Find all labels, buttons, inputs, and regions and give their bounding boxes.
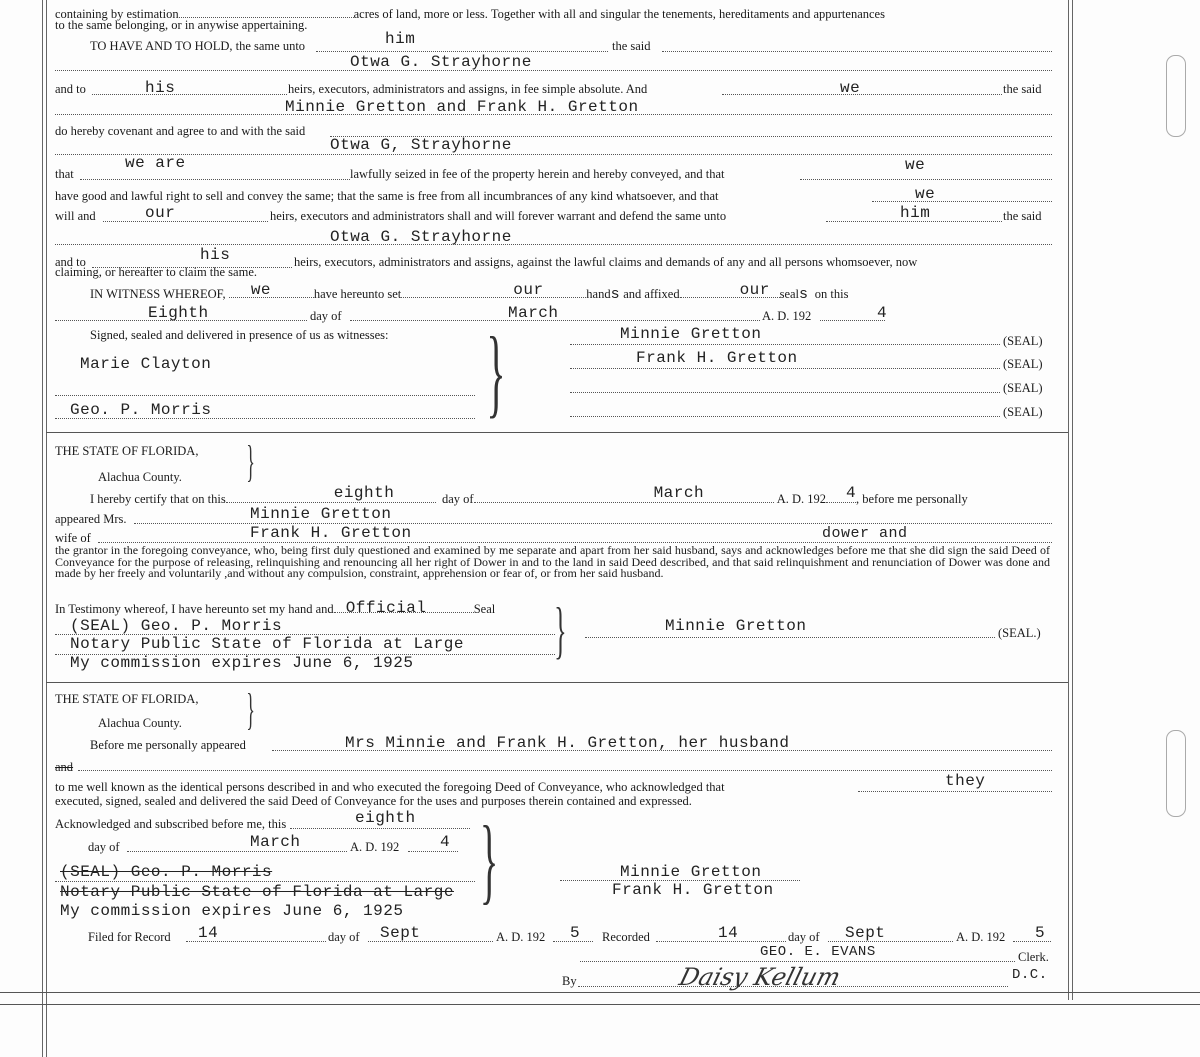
grantor-names: Minnie Gretton and Frank H. Gretton <box>285 98 639 116</box>
binding-hole-top <box>1166 55 1186 137</box>
signed-sealed: Signed, sealed and delivered in presence of us as witnesses: <box>90 328 389 342</box>
filed-month: Sept <box>380 924 421 942</box>
husband-name: Frank H. Gretton <box>250 524 412 542</box>
filed-for-record: Filed for Record <box>88 930 171 944</box>
we-2: we <box>905 156 926 174</box>
blank <box>55 70 1052 71</box>
blank <box>872 201 1052 202</box>
cert2-signer-1: Minnie Gretton <box>620 863 762 881</box>
blank <box>570 344 1000 345</box>
blank <box>820 320 885 321</box>
day-of: day of <box>310 309 342 323</box>
clerk-label: Clerk. <box>1018 950 1049 964</box>
good-right: have good and lawful right to sell and convey the same; that the same is free from all incumbrances of any kind whatsoever, and that <box>55 189 719 203</box>
brace: } <box>554 594 567 665</box>
notary-title-2: Notary Public State of Florida at Large <box>60 883 454 901</box>
filed-day: 14 <box>198 924 219 942</box>
brace: } <box>486 316 506 427</box>
page-border-left <box>42 0 43 1057</box>
recorded: Recorded <box>602 930 650 944</box>
our-2: our <box>513 281 544 299</box>
warrant: heirs, executors and administrators shall and will forever warrant and defend the same unto <box>270 209 727 223</box>
testimony <box>55 599 496 617</box>
blank <box>55 320 307 321</box>
seal-4: (SEAL) <box>1003 405 1043 419</box>
grantee-name-3: Otwa G. Strayhorne <box>330 228 512 246</box>
bottom-rule-1 <box>0 992 1200 993</box>
page-border-right-inner <box>1072 0 1073 1000</box>
by: By <box>562 974 577 988</box>
rec-day: 14 <box>718 924 739 942</box>
official: Official <box>345 599 427 617</box>
text: acres of land, more or less. Together with all and singular the tenements, hereditaments and appurtenances <box>353 7 885 21</box>
examination-paragraph: the grantor in the foregoing conveyance, who, being first duly questioned and examined by me separate and apart from her said husband, says and acknowledges before me that she did sign the said Deed of Conveyance for the purpose of releasing, relinquishing and renouncing all her right of Dower in and to the land in said Deed described, and that said relinquishment and renunciation of Dower was done and made by her freely and voluntarily ,and without any compulsion, constraint, apprehension or fear of, or from her said husband. <box>55 543 1050 580</box>
ack-year: 4 <box>440 833 451 851</box>
and-to: and to <box>55 82 86 96</box>
we-1: we <box>840 79 861 97</box>
wife-name: Minnie Gretton <box>250 505 392 523</box>
deputy-clerk: D.C. <box>1012 967 1048 983</box>
witness-1: Marie Clayton <box>80 355 212 373</box>
blank <box>662 51 1052 52</box>
state-heading: THE STATE OF FLORIDA, <box>55 692 199 706</box>
his-2: his <box>200 246 231 264</box>
text: and affixed <box>623 287 680 301</box>
wife-of: wife of <box>55 531 91 545</box>
blank <box>80 179 350 180</box>
notary-title: Notary Public State of Florida at Large <box>70 635 464 653</box>
brace: } <box>246 685 255 734</box>
filed-year: 5 <box>570 924 581 942</box>
execution-month: March <box>508 304 559 322</box>
habendum: TO HAVE AND TO HOLD, the same unto <box>90 39 306 53</box>
text: have hereunto set <box>313 287 402 301</box>
heirs-fee: heirs, executors, administrators and assigns, in fee simple absolute. And <box>288 82 648 96</box>
blank <box>103 221 268 222</box>
blank <box>722 94 1002 95</box>
we-are: we are <box>125 154 186 172</box>
s-2: s <box>799 286 809 303</box>
witness-whereof <box>90 281 849 303</box>
state-heading: THE STATE OF FLORIDA, <box>55 444 199 458</box>
brace: } <box>246 437 255 486</box>
day-of: day of <box>88 840 120 854</box>
the-said: the said <box>1003 82 1042 96</box>
his-1: his <box>145 79 176 97</box>
bottom-rule-2 <box>0 1004 1200 1005</box>
claiming: claiming, or hereafter to claim the same. <box>55 265 257 279</box>
text: Seal <box>473 602 496 616</box>
page-border-right <box>1068 0 1069 1000</box>
rec-year: 5 <box>1035 924 1046 942</box>
day-of: day of <box>788 930 820 944</box>
section-divider <box>46 682 1068 683</box>
blank <box>55 154 1052 155</box>
ack-month: March <box>250 833 301 851</box>
text: IN WITNESS WHEREOF, <box>90 287 226 301</box>
blank <box>570 416 1000 417</box>
covenant: do hereby covenant and agree to and with the said <box>55 124 306 138</box>
deed-line-2: to the same belonging, or in anywise appertaining. <box>55 18 308 32</box>
blank <box>408 851 458 852</box>
text: seal <box>779 287 800 301</box>
brace: } <box>479 806 499 913</box>
text: , before me personally <box>856 492 968 506</box>
cert2-signer-2: Frank H. Gretton <box>612 881 774 899</box>
text: on this <box>814 287 849 301</box>
our-3: our <box>739 281 770 299</box>
blank <box>55 244 1052 245</box>
blank <box>316 51 608 52</box>
signer-1: Minnie Gretton <box>620 325 762 343</box>
blank <box>55 881 475 882</box>
notary-signature: (SEAL) Geo. P. Morris <box>70 617 283 635</box>
rec-month: Sept <box>845 924 886 942</box>
seized: lawfully seized in fee of the property herein and hereby conveyed, and that <box>350 167 725 181</box>
executed: executed, signed, sealed and delivered the said Deed of Conveyance for the uses and purposes therein contained and expressed. <box>55 794 692 808</box>
notary-commission-2: My commission expires June 6, 1925 <box>60 902 404 920</box>
that: that <box>55 167 74 181</box>
binding-hole-bottom <box>1166 730 1186 817</box>
overtype-dower: dower and <box>822 525 908 542</box>
notary-signature-2: (SEAL) Geo. P. Morris <box>60 863 273 881</box>
blank <box>858 791 1052 792</box>
cert-month: March <box>653 484 705 502</box>
we-3: we <box>915 185 936 203</box>
against: heirs, executors, administrators and assigns, against the lawful claims and demands of any and all persons whomsoever, now <box>294 255 918 269</box>
appeared: appeared Mrs. <box>55 512 127 526</box>
county: Alachua County. <box>98 716 182 730</box>
grantee-pronoun: him <box>385 30 416 48</box>
the-said: the said <box>612 39 651 53</box>
seal-2: (SEAL) <box>1003 357 1043 371</box>
ad: A. D. 192 <box>350 840 400 854</box>
ad: A. D. 192 <box>496 930 546 944</box>
execution-day: Eighth <box>148 304 209 322</box>
blank <box>1013 941 1051 942</box>
before-appeared: Before me personally appeared <box>90 738 246 752</box>
we-4: we <box>250 281 272 299</box>
certify <box>90 484 968 506</box>
seal-1: (SEAL) <box>1003 334 1043 348</box>
grantee-name-2: Otwa G, Strayhorne <box>330 136 512 154</box>
ad: A. D. 192 <box>762 309 812 323</box>
clerk-name: GEO. E. EVANS <box>760 944 876 960</box>
text: hand <box>586 287 611 301</box>
our-1: our <box>145 204 176 222</box>
blank <box>570 368 1000 369</box>
they: they <box>945 772 986 790</box>
blank <box>78 770 1052 771</box>
deputy-signature: Daisy Kellum <box>676 963 844 991</box>
acknowledged: Acknowledged and subscribed before me, this <box>55 817 287 831</box>
witness-2: Geo. P. Morris <box>70 401 212 419</box>
blank <box>570 392 1000 393</box>
him-2: him <box>900 204 931 222</box>
text: In Testimony whereof, I have hereunto set my hand and <box>55 602 334 616</box>
and-struck: and <box>55 760 74 774</box>
notary-commission: My commission expires June 6, 1925 <box>70 654 414 672</box>
well-known: to me well known as the identical persons described in and who executed the foregoing Deed of Conveyance, who acknowledged that <box>55 780 725 794</box>
will-and: will and <box>55 209 96 223</box>
blank <box>55 418 475 419</box>
blank <box>290 828 470 829</box>
section-divider <box>46 432 1068 433</box>
signer-2: Frank H. Gretton <box>636 349 798 367</box>
blank <box>800 179 1052 180</box>
appeared-persons: Mrs Minnie and Frank H. Gretton, her husband <box>345 734 790 752</box>
blank <box>55 114 1052 115</box>
page-border-left-inner <box>46 0 47 1057</box>
blank <box>92 94 287 95</box>
cert1-signer: Minnie Gretton <box>665 617 807 635</box>
execution-year: 4 <box>877 304 888 322</box>
blank <box>55 395 475 396</box>
county: Alachua County. <box>98 470 182 484</box>
text: A. D. 192 <box>776 492 826 506</box>
day-of: day of <box>328 930 360 944</box>
cert-day: eighth <box>333 484 395 502</box>
cert-year: 4 <box>846 484 857 502</box>
blank <box>585 637 995 638</box>
seal-3: (SEAL) <box>1003 381 1043 395</box>
the-said: the said <box>1003 209 1042 223</box>
blank <box>127 851 347 852</box>
seal-cert1: (SEAL.) <box>998 626 1041 640</box>
text: I hereby certify that on this <box>90 492 226 506</box>
text: containing by estimation <box>55 7 179 21</box>
grantee-name: Otwa G. Strayhorne <box>350 53 532 71</box>
text: day of <box>441 492 474 506</box>
s-1: s <box>610 286 621 303</box>
ad: A. D. 192 <box>956 930 1006 944</box>
ack-day: eighth <box>355 809 416 827</box>
blank <box>580 961 1015 962</box>
and-to: and to <box>55 255 86 269</box>
